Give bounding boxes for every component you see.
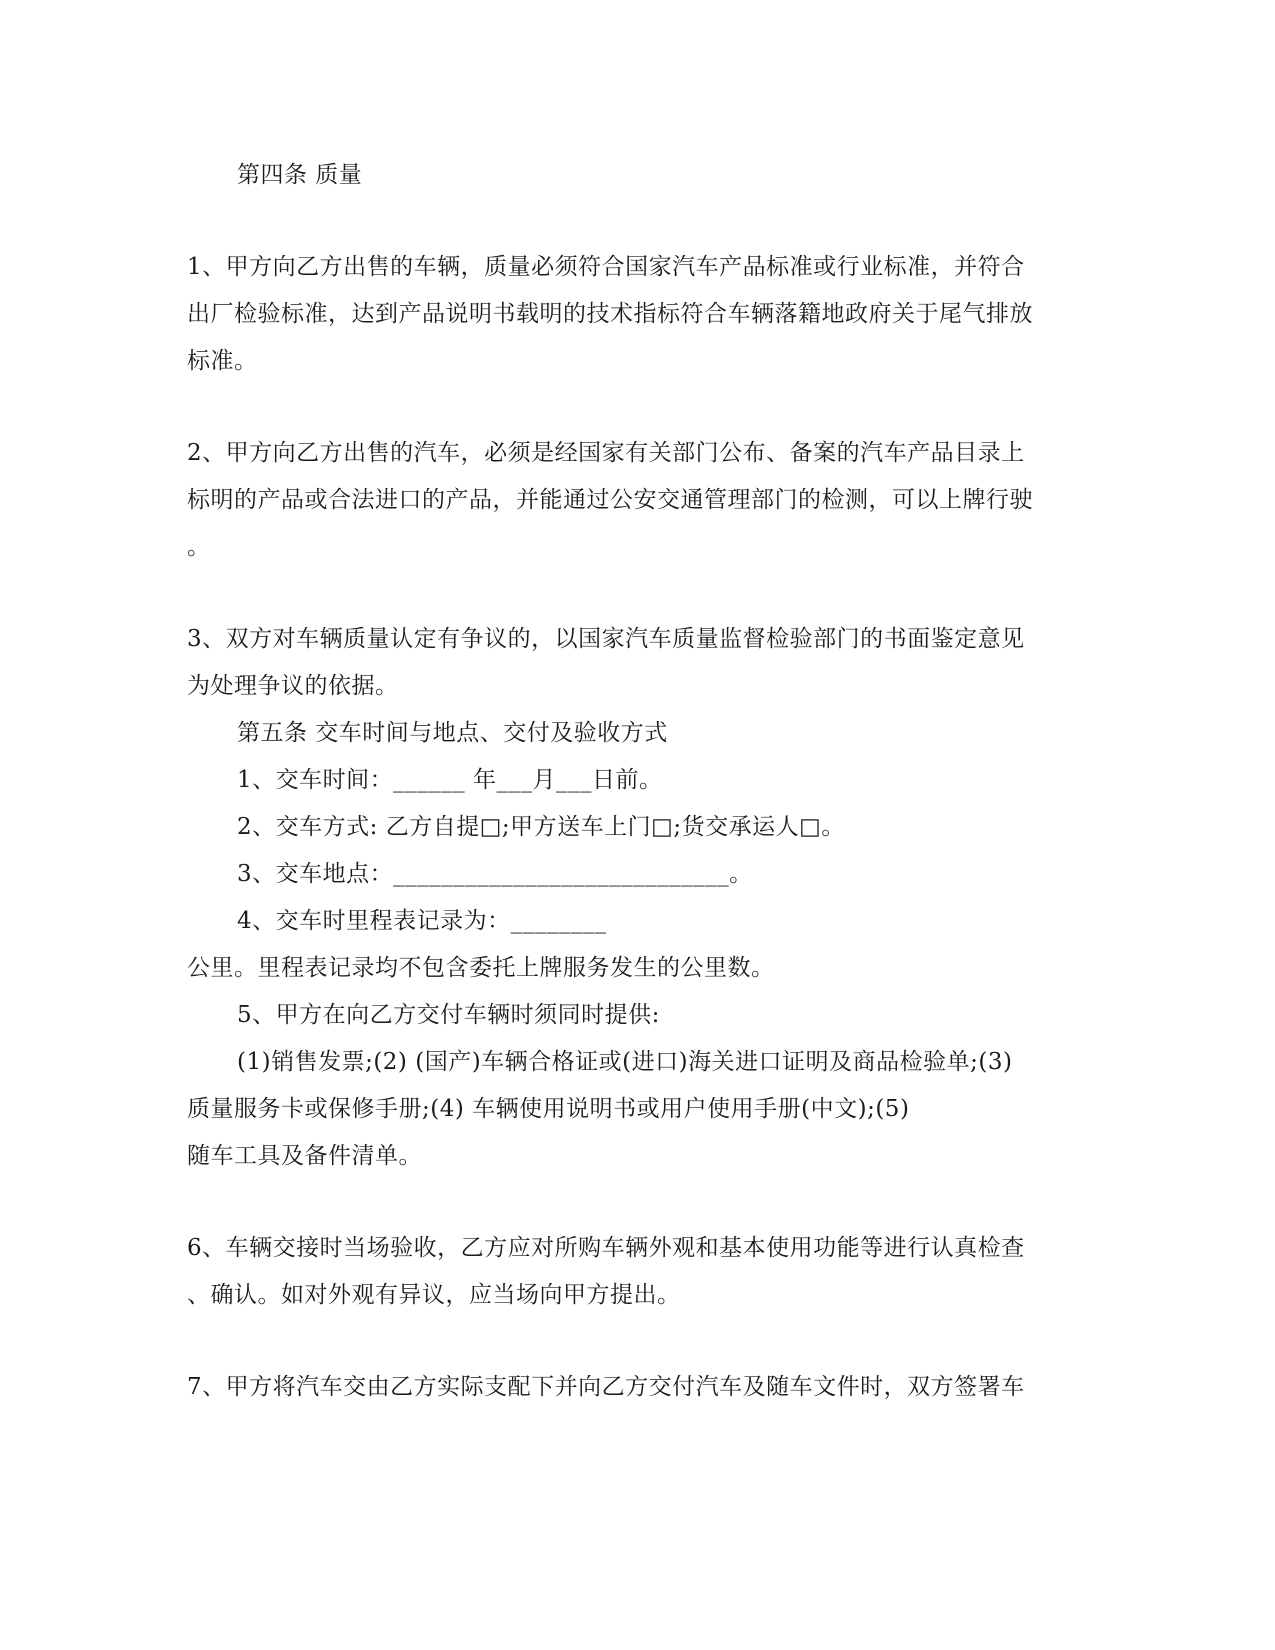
paragraph-line: 。: [187, 534, 211, 560]
paragraph-line: 标明的产品或合法进口的产品，并能通过公安交通管理部门的检测，可以上牌行驶: [187, 487, 1033, 513]
paragraph-line: 、确认。如对外观有异议，应当场向甲方提出。: [187, 1282, 681, 1308]
paragraph-line: 3、双方对车辆质量认定有争议的，以国家汽车质量监督检验部门的书面鉴定意见: [187, 626, 1025, 652]
documents-list-line: 质量服务卡或保修手册;(4) 车辆使用说明书或用户使用手册(中文);(5): [187, 1096, 910, 1122]
paragraph-line: 出厂检验标准，达到产品说明书载明的技术指标符合车辆落籍地政府关于尾气排放: [187, 301, 1033, 327]
paragraph-line: 6、车辆交接时当场验收，乙方应对所购车辆外观和基本使用功能等进行认真检查: [187, 1235, 1025, 1261]
delivery-location-line: 3、交车地点：____________________________。: [237, 861, 753, 887]
paragraph-line: 标准。: [187, 348, 258, 374]
documents-list-line: 随车工具及备件清单。: [187, 1143, 422, 1169]
documents-provided-line: 5、甲方在向乙方交付车辆时须同时提供:: [237, 1002, 660, 1028]
paragraph-line: 2、甲方向乙方出售的汽车，必须是经国家有关部门公布、备案的汽车产品目录上: [187, 440, 1025, 466]
documents-list-line: (1)销售发票;(2) (国产)车辆合格证或(进口)海关进口证明及商品检验单;(3): [237, 1049, 1013, 1075]
paragraph-line: 公里。里程表记录均不包含委托上牌服务发生的公里数。: [187, 955, 775, 981]
delivery-time-line: 1、交车时间：______ 年___月___日前。: [237, 767, 663, 793]
paragraph-line: 1、甲方向乙方出售的车辆，质量必须符合国家汽车产品标准或行业标准，并符合: [187, 254, 1025, 280]
paragraph-line: 7、甲方将汽车交由乙方实际支配下并向乙方交付汽车及随车文件时，双方签署车: [187, 1374, 1025, 1400]
article-5-heading: 第五条 交车时间与地点、交付及验收方式: [237, 720, 668, 746]
article-4-heading: 第四条 质量: [237, 162, 363, 188]
delivery-method-line: 2、交车方式: 乙方自提□;甲方送车上门□;货交承运人□。: [237, 814, 845, 840]
paragraph-line: 为处理争议的依据。: [187, 673, 399, 699]
odometer-line: 4、交车时里程表记录为：________: [237, 908, 607, 934]
